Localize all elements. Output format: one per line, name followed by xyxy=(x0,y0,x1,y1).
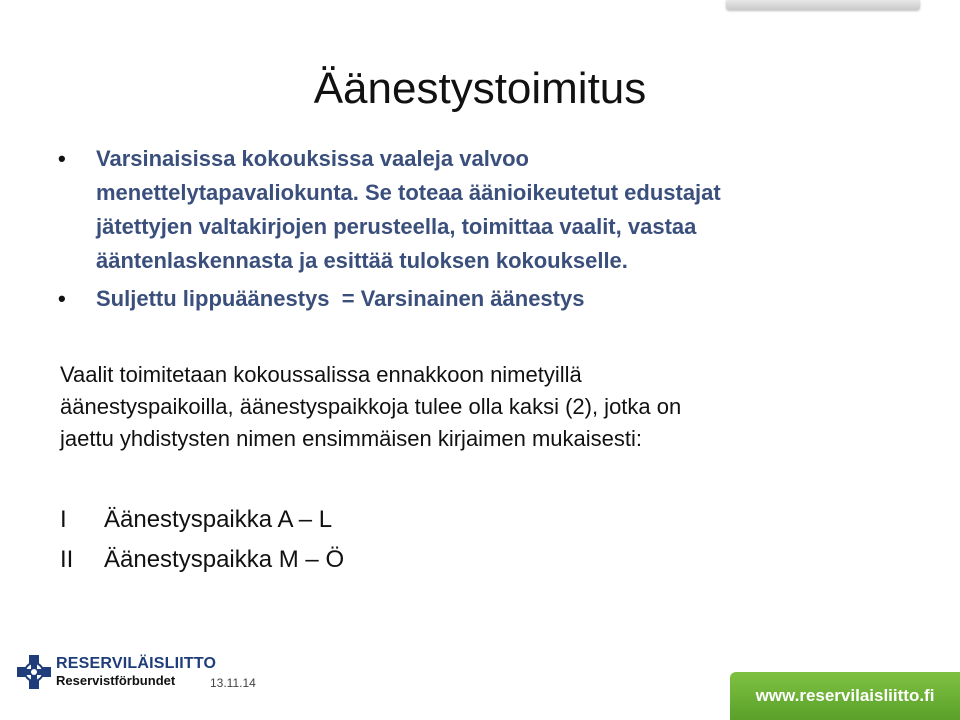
bullet-item xyxy=(58,142,918,278)
bullet-line: jätettyjen valtakirjojen perusteella, toimittaa vaalit, vastaa xyxy=(96,214,697,239)
bullet-line: Varsinaisissa kokouksissa vaaleja valvoo xyxy=(96,146,529,171)
bullet-line: ääntenlaskennasta ja esittää tuloksen kokoukselle. xyxy=(96,248,628,273)
website-banner xyxy=(730,672,960,720)
bullet-item xyxy=(58,282,918,316)
paragraph-line: äänestyspaikoilla, äänestyspaikkoja tulee olla kaksi (2), jotka on xyxy=(60,394,682,419)
paragraph-line: Vaalit toimitetaan kokoussalissa ennakkoon nimetyillä xyxy=(60,362,582,387)
voting-station-item xyxy=(60,500,760,540)
station-numeral: II xyxy=(60,546,74,573)
station-label: Äänestyspaikka A – L xyxy=(104,506,333,533)
slide-title xyxy=(0,64,960,114)
bullet-line: menettelytapavaliokunta. Se toteaa äänioikeutetut edustajat xyxy=(96,180,721,205)
logo-main-text: RESERVILÄISLIITTO xyxy=(56,655,217,672)
body-paragraph xyxy=(60,359,910,455)
cross-emblem-icon xyxy=(16,654,52,690)
slide-title-text: Äänestystoimitus xyxy=(313,64,647,113)
bullet-line: Suljettu lippuäänestys = Varsinainen äänestys xyxy=(96,286,585,311)
slide-date: 13.11.14 xyxy=(210,676,256,690)
station-label: Äänestyspaikka M – Ö xyxy=(104,546,345,573)
bullet-dot-icon: • xyxy=(58,146,66,171)
station-numeral: I xyxy=(60,506,67,533)
top-decoration-tab xyxy=(726,0,920,10)
website-url[interactable]: www.reservilaisliitto.fi xyxy=(755,686,935,705)
voting-station-item xyxy=(60,540,760,580)
organization-logo xyxy=(16,652,216,692)
logo-sub-text: Reservistförbundet xyxy=(56,673,176,688)
bullet-list xyxy=(58,142,918,316)
bullet-dot-icon: • xyxy=(58,286,66,311)
paragraph-line: jaettu yhdistysten nimen ensimmäisen kirjaimen mukaisesti: xyxy=(60,426,643,451)
voting-station-list xyxy=(60,500,760,580)
